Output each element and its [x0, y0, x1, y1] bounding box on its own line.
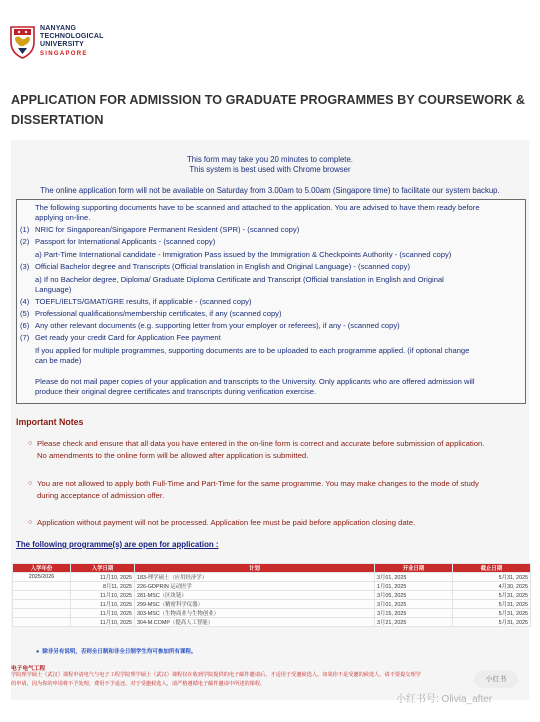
doc-item — [20, 321, 400, 331]
doc-item-text: Get ready your credit Card for Application Fee payment — [35, 333, 221, 342]
doc-item-text: Professional qualifications/membership certificates, if any (scanned copy) — [35, 309, 282, 318]
cell-date: 11月10, 2025 — [71, 618, 135, 627]
doc-item-number: (7) — [20, 333, 30, 342]
ntu-crest-icon — [9, 24, 36, 59]
table-row — [13, 618, 531, 627]
doc-item — [35, 285, 71, 295]
important-notes-title: Important Notes — [16, 417, 84, 427]
doc-item-number: (6) — [20, 321, 30, 330]
ntu-logo — [9, 24, 104, 59]
doc-item-number: (4) — [20, 297, 30, 306]
doc-item-text: Official Bachelor degree and Transcripts (Official translation in English and Original Language) - (scanned copy) — [35, 262, 410, 271]
logo-line-4: SINGAPORE — [40, 51, 88, 57]
table-row — [13, 573, 531, 582]
cell-date: 11月10, 2025 — [71, 600, 135, 609]
doc-item — [20, 225, 300, 235]
note-line: No amendments to the online form will be allowed after application is submitted. — [37, 451, 309, 461]
cell-date: 8月11, 2025 — [71, 582, 135, 591]
open-programmes-link[interactable]: The following programme(s) are open for application : — [16, 540, 219, 549]
table-row — [13, 591, 531, 600]
ntu-logo-text — [40, 25, 104, 58]
cell-open: 3月05, 2025 — [375, 591, 453, 600]
note-item — [30, 517, 524, 529]
col-programme: 计划 — [135, 564, 375, 573]
col-closing-date: 截止日期 — [453, 564, 531, 573]
cell-programme[interactable]: 281-MSC（区块链） — [135, 591, 375, 600]
programme-table — [12, 563, 531, 627]
doc-item — [20, 333, 221, 343]
docs-intro-line-2: applying on-line. — [35, 213, 91, 222]
cell-year — [13, 618, 71, 627]
doc-item — [35, 250, 451, 260]
table-row — [13, 582, 531, 591]
doc-item-text: Any other relevant documents (e.g. supporting letter from your employer or referees), if any - (scanned copy) — [35, 321, 400, 330]
xiaohongshu-badge: 小红书 — [474, 670, 518, 688]
bullet-icon: ○ — [28, 480, 33, 487]
cell-close: 5月31, 2025 — [453, 609, 531, 618]
doc-item-text: Language) — [35, 285, 72, 294]
doc-item — [20, 262, 410, 272]
study-mode-footnote — [36, 647, 196, 655]
cell-close: 5月31, 2025 — [453, 591, 531, 600]
mail-notice-line-2: produce their original degree certificates and transcripts during verification exercise. — [35, 387, 317, 396]
col-intake-date: 入学日期 — [71, 564, 135, 573]
doc-item-text: Passport for International Applicants - (scanned copy) — [35, 237, 216, 246]
cell-close: 4月30, 2025 — [453, 582, 531, 591]
doc-item-text: TOEFL/IELTS/GMAT/GRE results, if applicable - (scanned copy) — [35, 297, 252, 306]
ee-section-line-2: 的申请，因为你的申请将不予处理，费用不予退还。对于受邀候选人，请严格遵循电子邮件邀请中所述的课程。 — [11, 681, 266, 687]
multi-programme-note-2: can be made) — [35, 356, 82, 365]
doc-item-text: NRIC for Singaporean/Singapore Permanent Resident (SPR) - (scanned copy) — [35, 225, 300, 234]
logo-line-2: TECHNOLOGICAL — [40, 33, 104, 40]
doc-item — [20, 309, 282, 319]
cell-open: 3月21, 2025 — [375, 618, 453, 627]
cell-close: 5月31, 2025 — [453, 618, 531, 627]
watermark-text: 小红书号: Olivia_after — [396, 694, 493, 705]
bullet-icon: ○ — [28, 519, 33, 526]
note-item — [30, 478, 524, 503]
ee-section-line-1: 学院理学硕士（武汉）课程申请电气与电子工程学院理学硕士（武汉）课程仅在收到学院提供的电子邮件邀请后，才适用于受邀候选人。如果你不是受邀的候选人，请不要提交理学 — [11, 672, 421, 678]
cell-open: 3月15, 2025 — [375, 609, 453, 618]
note-line: during acceptance of admission offer. — [37, 491, 165, 501]
note-line: Application without payment will not be processed. Application fee must be paid before application closing date. — [37, 518, 416, 527]
cell-open: 3月01, 2025 — [375, 600, 453, 609]
doc-item-number: (1) — [20, 225, 30, 234]
cell-date: 11月10, 2025 — [71, 573, 135, 582]
cell-date: 11月10, 2025 — [71, 609, 135, 618]
docs-intro-line-1: The following supporting documents have to be scanned and attached to the application. You are advised to have them ready before — [35, 203, 480, 212]
footnote-text: 除非另有说明，否则全日制和非全日制学生均可参加所有课程。 — [42, 649, 197, 655]
cell-close: 5月31, 2025 — [453, 573, 531, 582]
doc-item — [20, 297, 252, 307]
cell-year — [13, 591, 71, 600]
supporting-documents-box — [16, 199, 526, 404]
cell-close: 5月31, 2025 — [453, 600, 531, 609]
doc-item-number: (3) — [20, 262, 30, 271]
ee-section-title: 电子电气工程 — [11, 666, 46, 672]
doc-item-number: (2) — [20, 237, 30, 246]
cell-programme[interactable]: 304-M.COMP（提高人工智能） — [135, 618, 375, 627]
doc-item — [35, 275, 444, 285]
bullet-icon: ○ — [28, 440, 33, 447]
cell-open: 3月01, 2025 — [375, 573, 453, 582]
cell-programme[interactable]: 183-理学硕士（应用经济学） — [135, 573, 375, 582]
cell-year — [13, 609, 71, 618]
table-header-row — [13, 564, 531, 573]
intro-backup-notice: The online application form will not be available on Saturday from 3.00am to 5.00am (Singapore time) to facilitate our system backup. — [40, 186, 500, 195]
doc-item-number: (5) — [20, 309, 30, 318]
doc-item-text: a) If no Bachelor degree, Diploma/ Graduate Diploma Certificate and Transcript (Official translation in English and Original — [35, 275, 444, 284]
cell-programme[interactable]: 299-MSC（精密科学仪器） — [135, 600, 375, 609]
table-row — [13, 600, 531, 609]
cell-programme[interactable]: 303-MSC（生物商业与生物创业） — [135, 609, 375, 618]
multi-programme-note-1: If you applied for multiple programmes, supporting documents are to be uploaded to each programme applied. (if optional change — [35, 346, 470, 355]
cell-year — [13, 600, 71, 609]
logo-line-1: NANYANG — [40, 25, 77, 32]
note-item — [30, 438, 524, 463]
col-open-date: 开业日期 — [375, 564, 453, 573]
mail-notice-line-1: Please do not mail paper copies of your application and transcripts to the University. Only applicants who are offered admission will — [35, 377, 475, 386]
bullet-icon: ● — [36, 649, 40, 655]
doc-item — [20, 237, 216, 247]
cell-year — [13, 582, 71, 591]
doc-item-text: a) Part-Time International candidate - Immigration Pass issued by the Immigration & Checkpoints Authority - (scanned copy) — [35, 250, 452, 259]
table-row — [13, 609, 531, 618]
logo-line-3: UNIVERSITY — [40, 41, 85, 48]
cell-year: 2025/2026 — [13, 573, 71, 582]
intro-duration: This form may take you 20 minutes to complete. — [187, 155, 353, 164]
col-intake-year: 入学年份 — [13, 564, 71, 573]
cell-programme[interactable]: 226-GDPRIN 运动医学 — [135, 582, 375, 591]
note-line: You are not allowed to apply both Full-Time and Part-Time for the same programme. You may make changes to the mode of study — [37, 479, 479, 488]
page-title: APPLICATION FOR ADMISSION TO GRADUATE PROGRAMMES BY COURSEWORK & DISSERTATION — [11, 93, 525, 127]
cell-open: 1月01, 2025 — [375, 582, 453, 591]
cell-date: 11月10, 2025 — [71, 591, 135, 600]
intro-browser: This system is best used with Chrome browser — [189, 165, 351, 174]
note-line: Please check and ensure that all data you have entered in the on-line form is correct and accurate before submission of application. — [37, 439, 485, 448]
